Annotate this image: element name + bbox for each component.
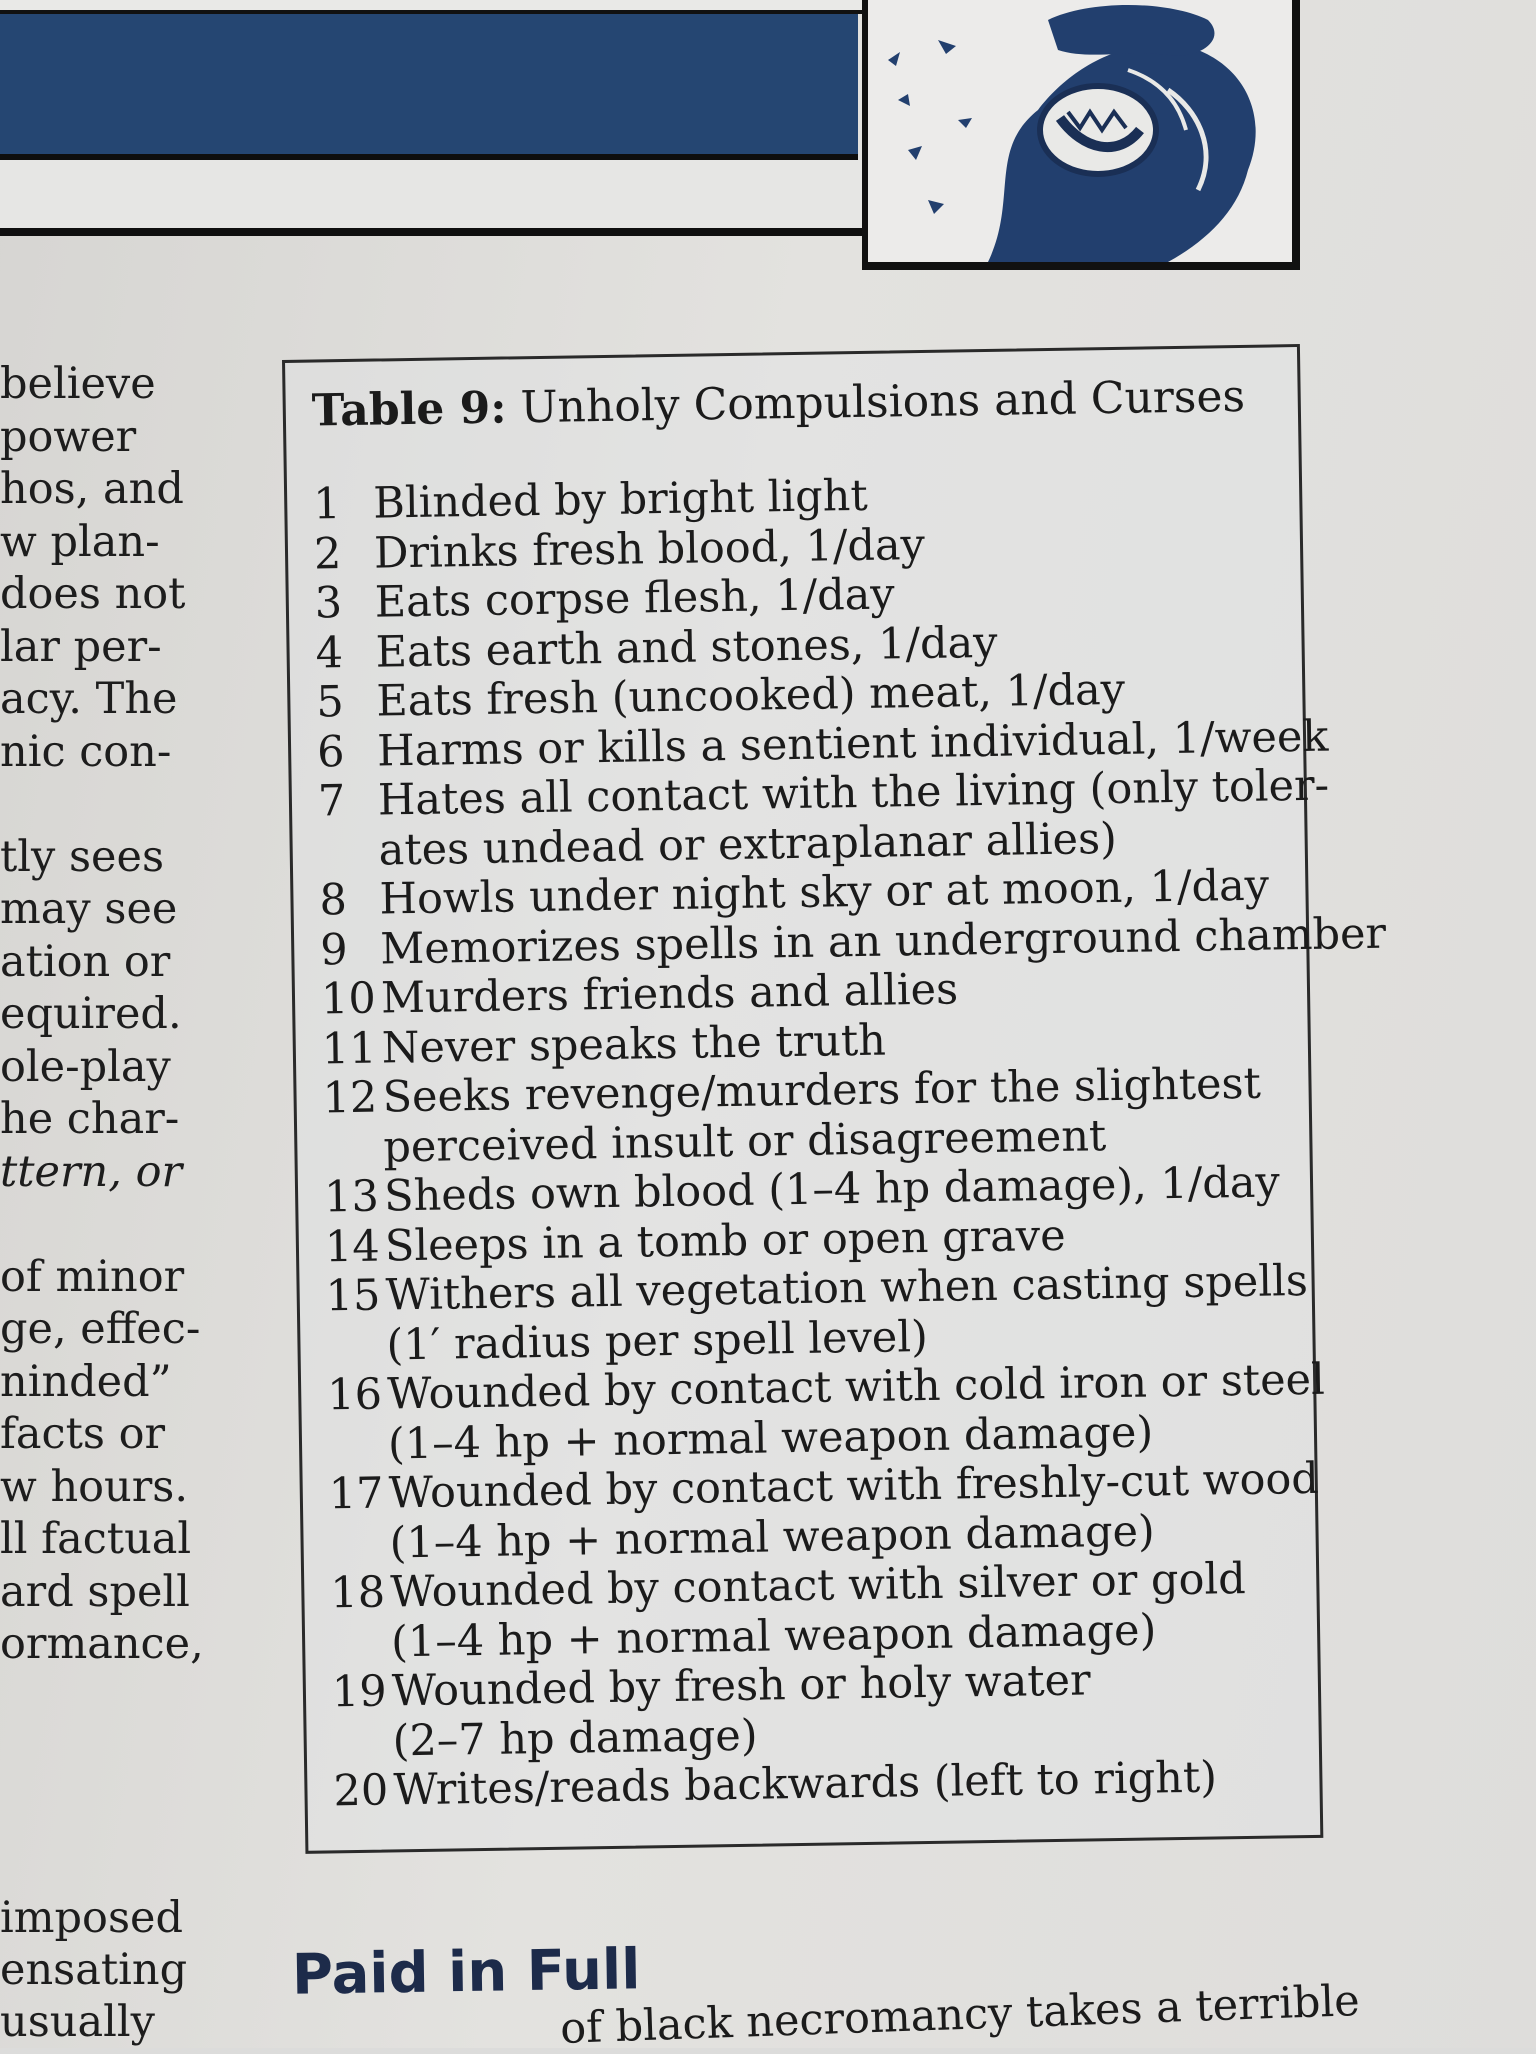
left-line: believe — [0, 359, 156, 409]
left-line: ormance, — [0, 1619, 204, 1669]
entry-body — [385, 1257, 1309, 1370]
left-line: hos, and — [0, 464, 184, 514]
entry-body — [378, 762, 1331, 876]
entry-number: 2 — [313, 528, 342, 580]
left-line: w plan- — [0, 516, 160, 567]
entry-number: 19 — [331, 1666, 388, 1718]
entry-text: Wounded by contact with freshly-cut wood — [388, 1453, 1320, 1519]
left-line: ge, effec- — [0, 1304, 201, 1354]
table-entries — [312, 465, 1387, 1817]
entry-number: 5 — [315, 677, 345, 728]
entry-text: Sleeps in a tomb or open grave — [384, 1210, 1066, 1271]
entry-text: Harms or kills a sentient individual, 1/week — [376, 711, 1329, 777]
entry-text: Drinks fresh blood, 1/day — [373, 519, 926, 579]
entry-continuation: (2–7 hp damage) — [392, 1710, 758, 1766]
entry-number: 13 — [323, 1171, 380, 1223]
entry-number: 4 — [315, 627, 344, 679]
entry-number: 7 — [317, 776, 346, 827]
left-line: power — [0, 411, 137, 462]
entry-number: 1 — [312, 479, 342, 530]
left-line: tly sees — [0, 831, 165, 882]
entry-number: 8 — [319, 875, 348, 926]
entry-number: 16 — [326, 1369, 383, 1421]
entry-body — [392, 1656, 1092, 1766]
entry-text: Eats corpse flesh, 1/day — [374, 569, 895, 628]
left-line: lar per- — [0, 621, 162, 672]
left-line: ensating — [0, 1945, 188, 1995]
entry-continuation: (1′ radius per spell level) — [386, 1311, 929, 1370]
banner-lower-strip — [0, 160, 862, 236]
left-line: acy. The — [0, 674, 178, 724]
entry-body — [382, 1060, 1262, 1173]
header-banner — [0, 14, 858, 160]
entry-text: Blinded by bright light — [372, 470, 869, 529]
entry-number: 17 — [328, 1468, 384, 1520]
left-line: does not — [0, 569, 186, 619]
section-heading: Paid in Full — [291, 1937, 641, 2008]
entry-body — [388, 1455, 1320, 1569]
monster-illustration — [868, 0, 1292, 262]
table-entry — [317, 760, 1330, 876]
banner-top-strip — [0, 0, 862, 14]
illustration-panel — [862, 0, 1300, 270]
entry-text: Wounded by contact with silver or gold — [389, 1554, 1247, 1618]
left-column-bottom-text — [0, 1892, 188, 2048]
table-entry — [326, 1354, 1326, 1470]
entry-text: Withers all vegetation when casting spells — [385, 1256, 1309, 1321]
entry-number: 10 — [320, 973, 377, 1025]
left-line: ation or — [0, 936, 171, 987]
entry-number: 18 — [329, 1567, 386, 1619]
entry-body — [387, 1356, 1326, 1470]
paragraph-gap — [0, 1198, 175, 1251]
table-entry — [328, 1453, 1320, 1569]
left-line: may see — [0, 884, 178, 934]
left-line: ard spell — [0, 1566, 190, 1617]
table-entry — [332, 1653, 1305, 1767]
table-caption — [311, 370, 1245, 439]
entry-number: 14 — [324, 1221, 381, 1272]
entry-continuation: perceived insult or disagreement — [382, 1110, 1107, 1173]
entry-number: 11 — [321, 1023, 377, 1074]
entry-text: Seeks revenge/murders for the slightest — [382, 1058, 1262, 1123]
entry-number: 15 — [325, 1270, 381, 1322]
entry-continuation: (1–4 hp + normal weapon damage) — [389, 1505, 1156, 1568]
entry-text: Eats fresh (uncooked) meat, 1/day — [375, 664, 1126, 727]
entry-continuation: ates undead or extraplanar allies) — [378, 813, 1118, 876]
left-line: imposed — [0, 1893, 183, 1943]
entry-text: Howls under night sky or at moon, 1/day — [379, 860, 1270, 925]
entry-number: 20 — [333, 1765, 389, 1817]
table-entry — [322, 1059, 1295, 1173]
left-line: he char- — [0, 1094, 180, 1144]
entry-body — [374, 570, 895, 628]
entry-text: Memorizes spells in an underground chamber — [379, 908, 1387, 975]
entry-text: Hates all contact with the living (only toler- — [377, 760, 1330, 826]
table-box — [282, 344, 1387, 1854]
entry-text: Eats earth and stones, 1/day — [375, 617, 998, 678]
left-line: ole-play — [0, 1041, 171, 1092]
entry-text: Wounded by fresh or holy water — [391, 1655, 1091, 1717]
entry-text: Murders friends and allies — [380, 964, 959, 1024]
left-column-text — [0, 358, 204, 1671]
left-line: ll factual — [0, 1514, 192, 1564]
entry-number: 12 — [322, 1072, 378, 1124]
entry-text: Wounded by contact with cold iron or steel — [386, 1354, 1326, 1420]
left-line: equired. — [0, 989, 182, 1039]
entry-number: 3 — [314, 578, 343, 629]
entry-text: Never speaks the truth — [381, 1015, 887, 1074]
left-line: facts or — [0, 1409, 166, 1459]
left-line: usually — [0, 1997, 155, 2047]
left-line: ninded” — [0, 1356, 172, 1407]
left-line: ttern, or — [0, 1146, 183, 1197]
entry-continuation: (1–4 hp + normal weapon damage) — [387, 1406, 1154, 1469]
entry-text: Writes/reads backwards (left to right) — [393, 1752, 1218, 1816]
entry-text: Sheds own blood (1–4 hp damage), 1/day — [383, 1157, 1281, 1222]
table-title: Unholy Compulsions and Curses — [520, 370, 1246, 434]
paragraph-gap — [0, 778, 175, 831]
entry-body — [390, 1555, 1247, 1667]
left-line: of minor — [0, 1251, 185, 1302]
entry-body — [373, 472, 868, 529]
entry-continuation: (1–4 hp + normal weapon damage) — [390, 1604, 1157, 1667]
table-entry — [325, 1256, 1309, 1371]
table-entry — [330, 1554, 1303, 1668]
entry-number: 9 — [319, 924, 349, 975]
entry-number: 6 — [316, 726, 345, 777]
section-first-line: of black necromancy takes a terrible — [559, 1976, 1361, 2054]
entry-body — [393, 1753, 1217, 1815]
table-label: Table 9: — [311, 382, 507, 437]
left-line: w hours. — [0, 1461, 189, 1512]
left-line: nic con- — [0, 726, 172, 777]
